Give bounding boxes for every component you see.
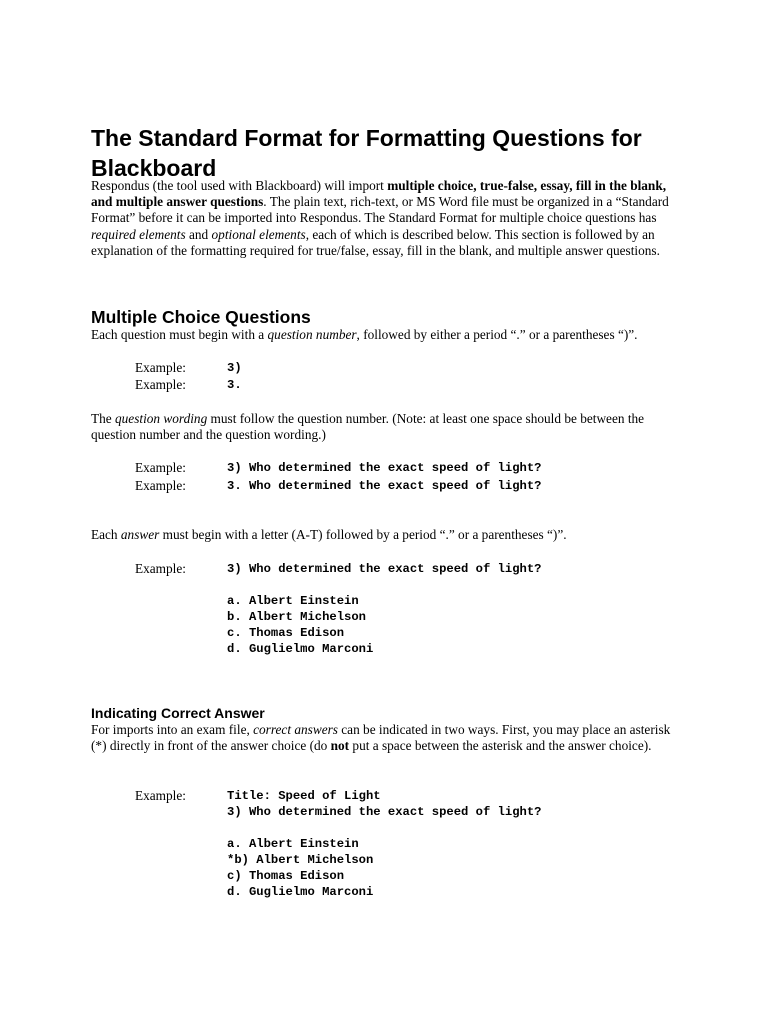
answer-choice: c) Thomas Edison <box>227 869 345 883</box>
answer-choice: a. Albert Einstein <box>227 837 359 851</box>
example-code: 3) Who determined the exact speed of light? <box>227 461 542 475</box>
example-code: 3. <box>227 378 242 392</box>
example-label: Example: <box>135 377 186 392</box>
answer-choice: *b) Albert Michelson <box>227 853 374 867</box>
example-code: 3) Who determined the exact speed of light? <box>227 805 542 819</box>
example-code: Title: Speed of Light <box>227 789 381 803</box>
example-label: Example: <box>135 478 186 493</box>
example-label: Example: <box>135 561 186 576</box>
answer-choice: a. Albert Einstein <box>227 594 359 608</box>
example-code: 3. Who determined the exact speed of light? <box>227 479 542 493</box>
example-code: 3) <box>227 361 242 375</box>
mc-paragraph-1: Each question must begin with a question number, followed by either a period “.” or a parentheses “)”. <box>91 327 638 342</box>
answer-choice: d. Guglielmo Marconi <box>227 885 374 899</box>
answer-choice: b. Albert Michelson <box>227 610 366 624</box>
section-heading-correct-answer: Indicating Correct Answer <box>91 705 265 721</box>
page-title: The Standard Format for Formatting Questions for Blackboard <box>91 125 642 181</box>
example-label: Example: <box>135 788 186 803</box>
example-code: 3) Who determined the exact speed of light? <box>227 562 542 576</box>
section-heading-multiple-choice: Multiple Choice Questions <box>91 307 311 327</box>
correct-paragraph: For imports into an exam file, correct answers can be indicated in two ways. First, you may place an asterisk (*) directly in front of the answer choice (do not put a space between the asterisk and the answer choice). <box>91 722 671 754</box>
answer-choice: c. Thomas Edison <box>227 626 345 640</box>
answer-choice: d. Guglielmo Marconi <box>227 642 374 656</box>
mc-paragraph-2: The question wording must follow the question number. (Note: at least one space should be between the question number and the question wording.) <box>91 411 645 443</box>
intro-paragraph: Respondus (the tool used with Blackboard) will import multiple choice, true-false, essay, fill in the blank, and multiple answer questions. The plain text, rich-text, or MS Word file must be organized in a “Standard Format” before it can be imported into Respondus. The Standard Format for multiple choice questions has required elements and optional elements, each of which is described below. This section is followed by an explanation of the formatting required for true/false, essay, fill in the blank, and multiple answer questions. <box>91 178 669 258</box>
example-label: Example: <box>135 460 186 475</box>
mc-paragraph-3: Each answer must begin with a letter (A-T) followed by a period “.” or a parentheses “)”. <box>91 527 567 542</box>
example-label: Example: <box>135 360 186 375</box>
